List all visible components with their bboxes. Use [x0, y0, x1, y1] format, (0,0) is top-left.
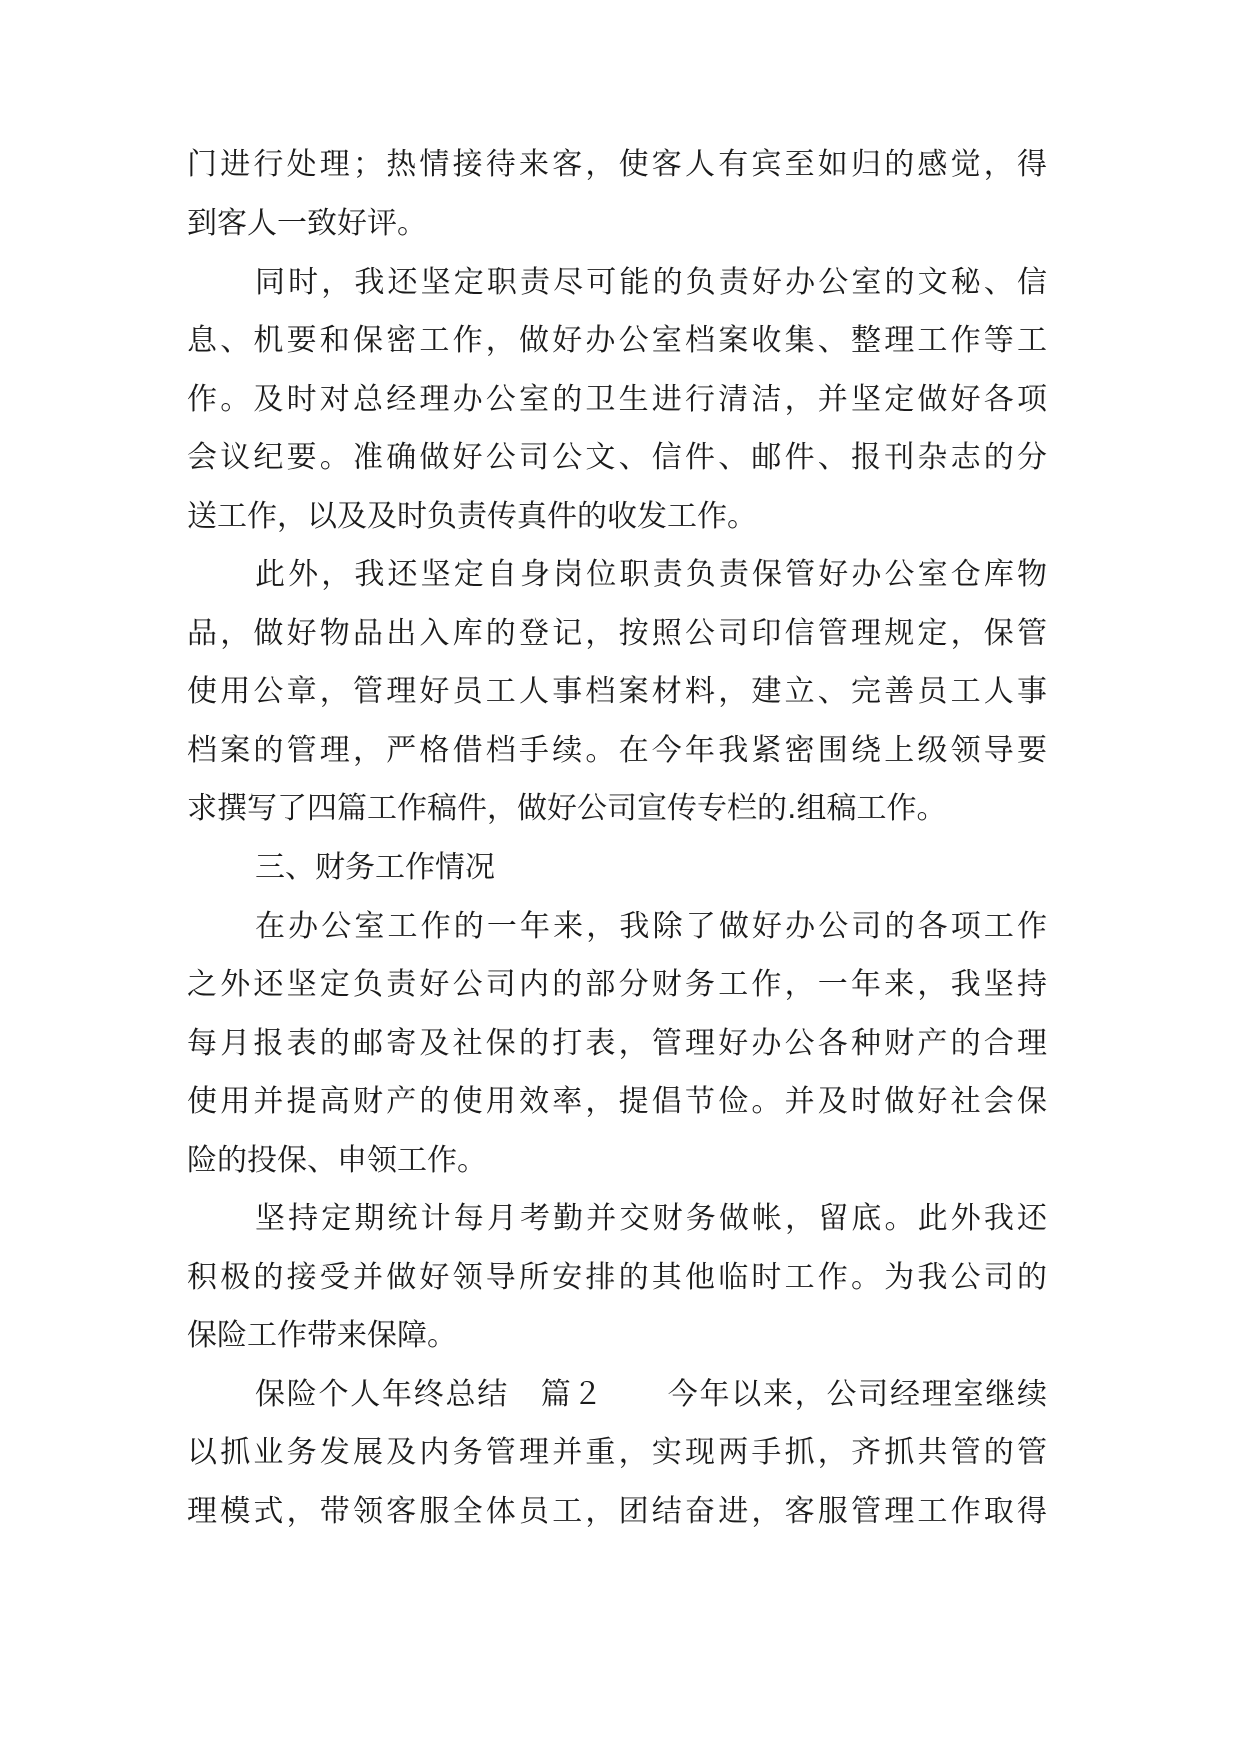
- paragraph-line: 坚持定期统计每月考勤并交财务做帐，留底。此外我还: [255, 1201, 1047, 1236]
- paragraph-line: 会议纪要。准确做好公司公文、信件、邮件、报刊杂志的分: [187, 440, 1047, 475]
- paragraph-line: 作。及时对总经理办公室的卫生进行清洁，并坚定做好各项: [187, 382, 1047, 417]
- paragraph-line: 品，做好物品出入库的登记，按照公司印信管理规定，保管: [187, 616, 1047, 651]
- paragraph-line: 保险个人年终总结 篇２ 今年以来，公司经理室继续: [255, 1377, 1047, 1412]
- paragraph-line: 以抓业务发展及内务管理并重，实现两手抓，齐抓共管的管: [187, 1435, 1047, 1470]
- paragraph-line: 求撰写了四篇工作稿件，做好公司宣传专栏的.组稿工作。: [187, 791, 947, 826]
- paragraph-line: 同时，我还坚定职责尽可能的负责好办公室的文秘、信: [255, 265, 1047, 300]
- paragraph-line: 门进行处理；热情接待来客，使客人有宾至如归的感觉，得: [187, 147, 1047, 182]
- paragraph-line: 积极的接受并做好领导所安排的其他临时工作。为我公司的: [187, 1260, 1047, 1295]
- paragraph-line: 险的投保、申领工作。: [187, 1143, 487, 1178]
- paragraph-line: 理模式，带领客服全体员工，团结奋进，客服管理工作取得: [187, 1494, 1047, 1529]
- paragraph-line: 保险工作带来保障。: [187, 1318, 457, 1353]
- paragraph-line: 此外，我还坚定自身岗位职责负责保管好办公室仓库物: [255, 557, 1047, 592]
- paragraph-line: 使用公章，管理好员工人事档案材料，建立、完善员工人事: [187, 674, 1047, 709]
- paragraph-line: 之外还坚定负责好公司内的部分财务工作，一年来，我坚持: [187, 967, 1047, 1002]
- section-heading: 三、财务工作情况: [255, 850, 495, 885]
- paragraph-line: 到客人一致好评。: [187, 206, 427, 241]
- paragraph-line: 在办公室工作的一年来，我除了做好办公司的各项工作: [255, 909, 1047, 944]
- paragraph-line: 档案的管理，严格借档手续。在今年我紧密围绕上级领导要: [187, 733, 1047, 768]
- paragraph-line: 使用并提高财产的使用效率，提倡节俭。并及时做好社会保: [187, 1084, 1047, 1119]
- paragraph-line: 送工作，以及及时负责传真件的收发工作。: [187, 499, 757, 534]
- paragraph-line: 息、机要和保密工作，做好办公室档案收集、整理工作等工: [187, 323, 1047, 358]
- paragraph-line: 每月报表的邮寄及社保的打表，管理好办公各种财产的合理: [187, 1026, 1047, 1061]
